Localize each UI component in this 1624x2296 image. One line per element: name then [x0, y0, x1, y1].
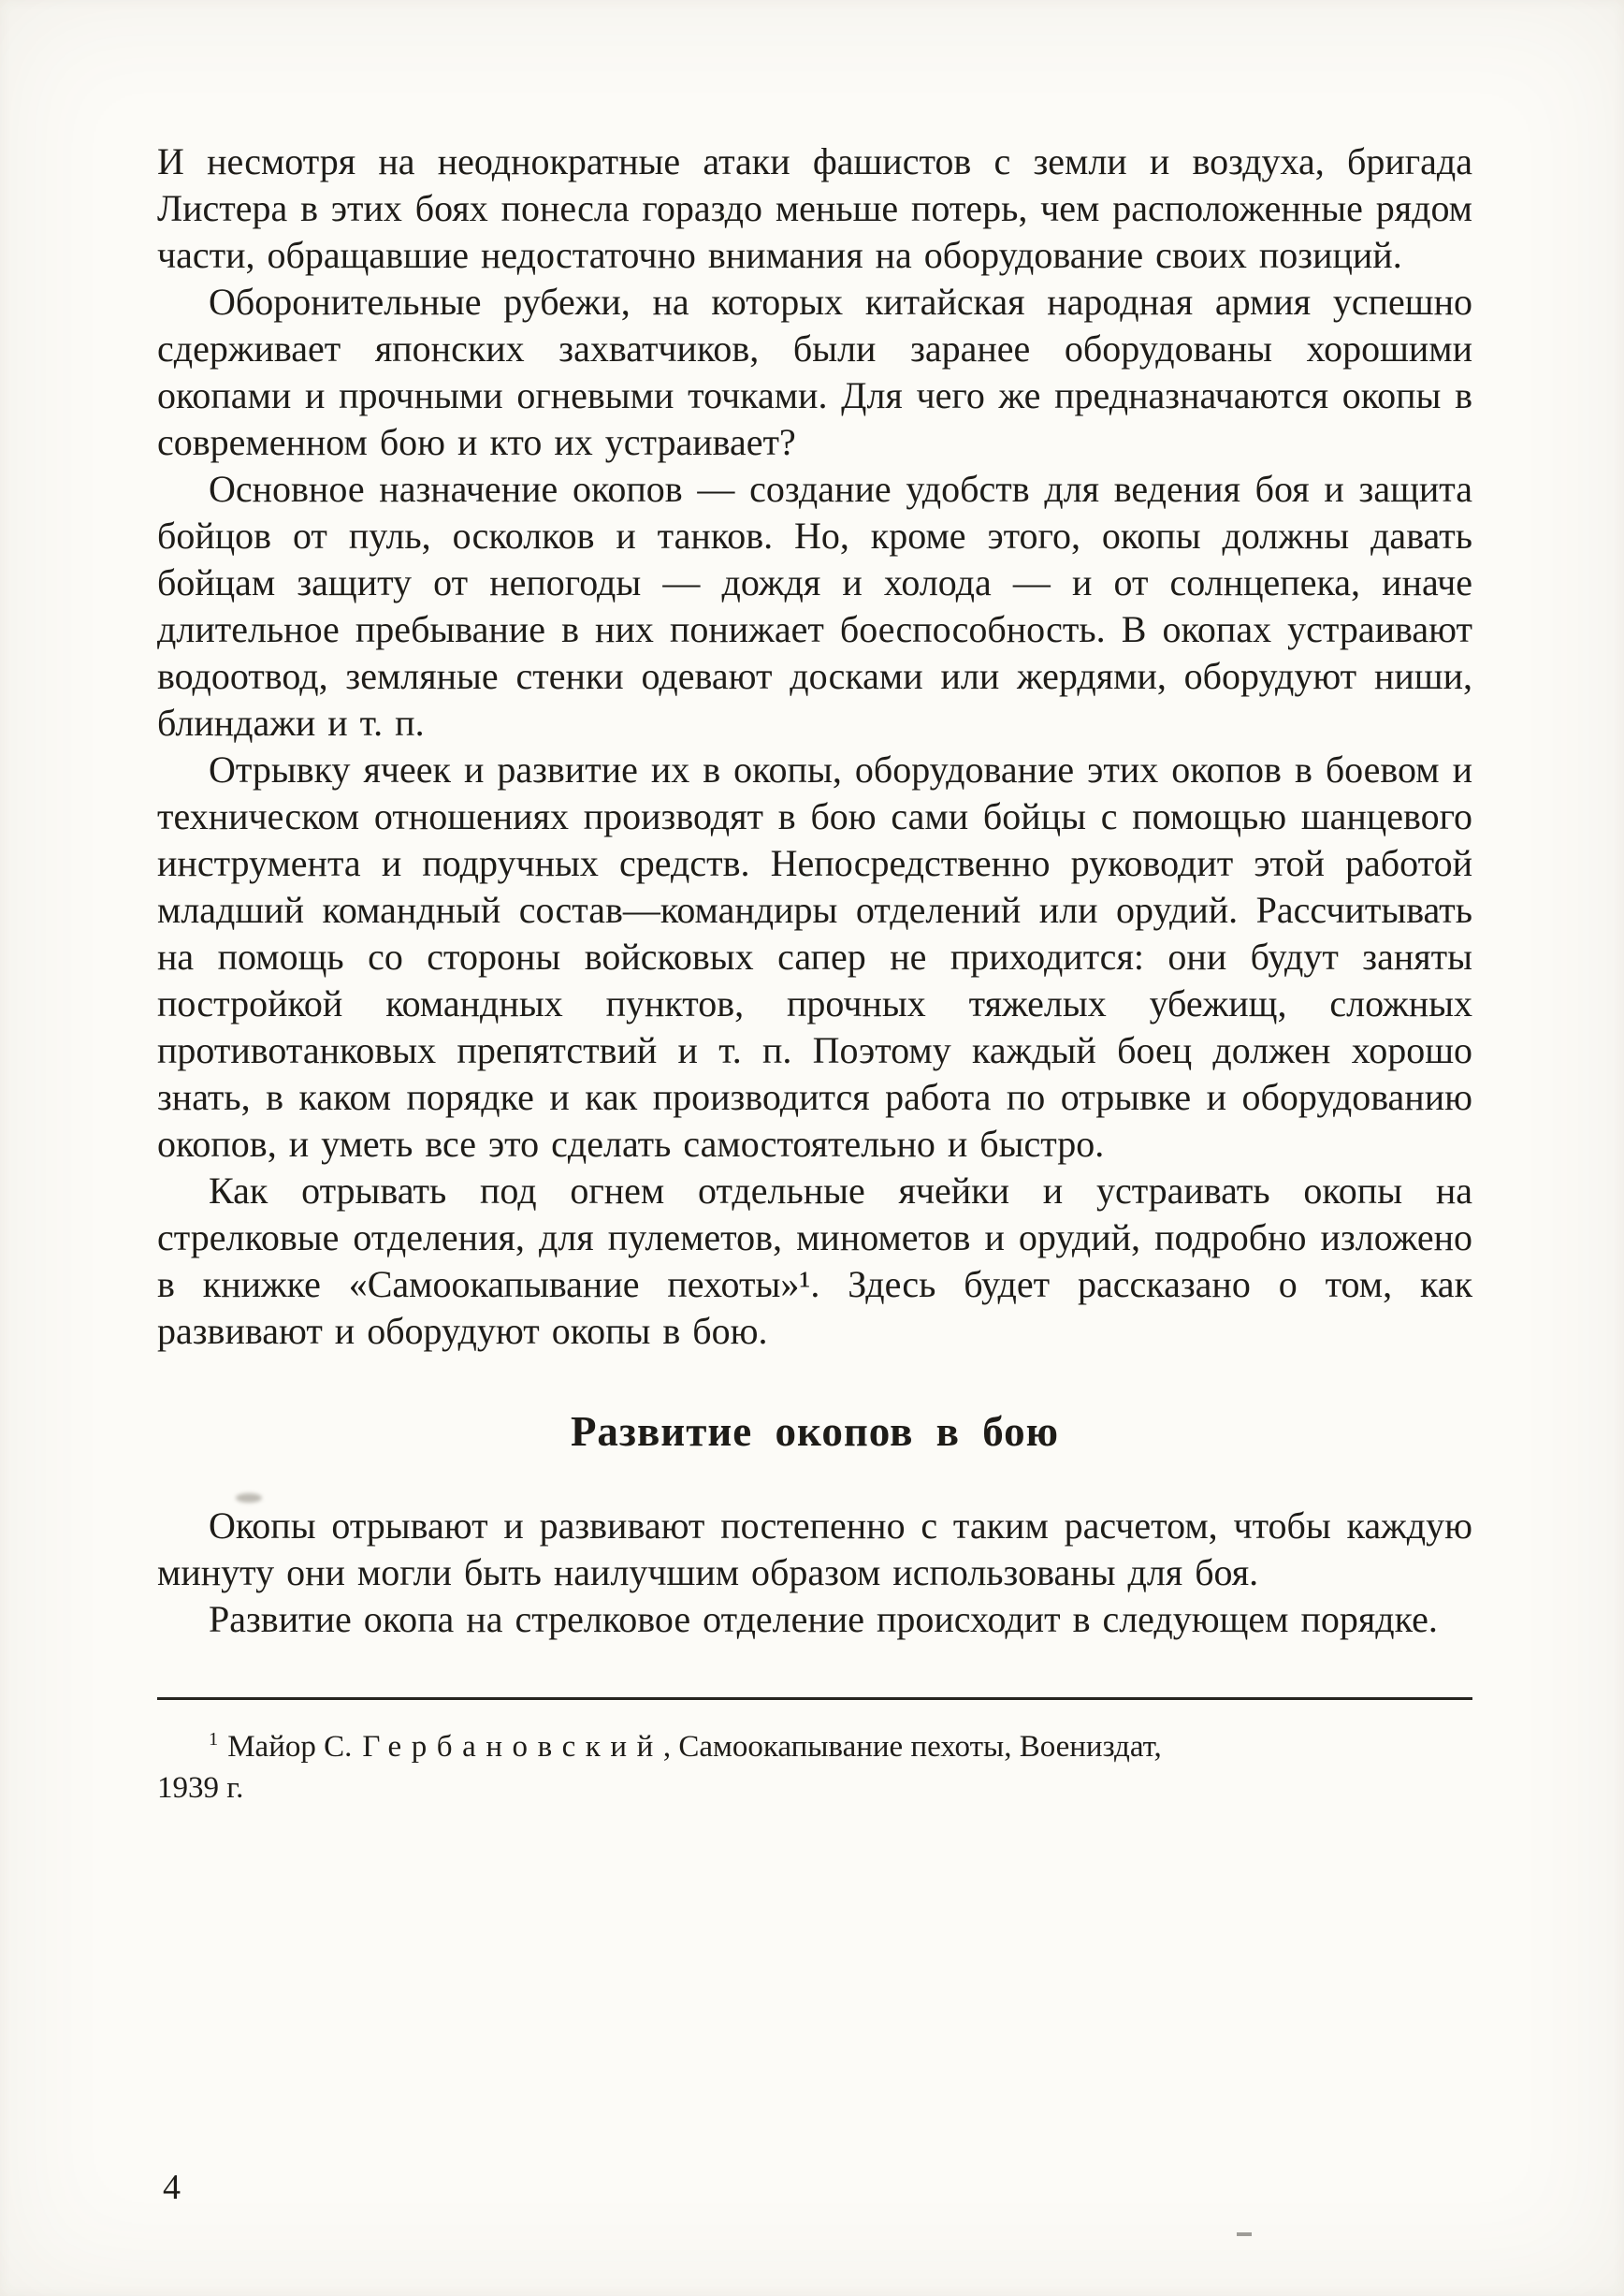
footnote-author: Гербановский — [362, 1730, 663, 1764]
paragraph: Развитие окопа на стрелковое отделение происходит в следующем порядке. — [209, 1598, 1438, 1640]
footnote-marker: 1 — [209, 1729, 219, 1750]
footnote-source: , Самоокапывание пехоты, Воениздат, — [662, 1730, 1162, 1764]
paragraph: Основное назначение окопов — создание удобств для ведения боя и защита бойцов от пуль, осколков и танков. Но, кроме этого, окопы должны давать бойцам защиту от непогоды — дождя и холода — и от солнцепека, иначе длительное пребывание в них понижает боеспособность. В окопах устраивают водоотвод, земляные стенки одевают досками или жердями, оборудуют ниши, блиндажи и т. п. — [157, 468, 1472, 744]
scan-smudge — [236, 1493, 262, 1503]
paragraph: Отрывку ячеек и развитие их в окопы, оборудование этих окопов в боевом и техническом отношениях производят в бою сами бойцы с помощью шанцевого инструмента и подручных средств. Непосредственно руководит этой работой младший командный состав—командиры отделений или орудий. Рассчитывать на помощь со стороны войсковых сапер не приходится: они будут заняты постройкой командных пунктов, прочных тяжелых убежищ, сложных противотанковых препятствий и т. п. Поэтому каждый боец должен хорошо знать, в каком порядке и как производится работа по отрывке и оборудованию окопов, и уметь все это сделать самостоятельно и быстро. — [157, 748, 1472, 1165]
section-heading: Развитие окопов в бою — [570, 1408, 1060, 1455]
paragraph: Оборонительные рубежи, на которых китайская народная армия успешно сдерживает японских захватчиков, были заранее оборудованы хорошими окопами и прочными огневыми точками. Для чего же предназначаются окопы в современном бою и кто их устраивает? — [157, 281, 1472, 463]
footnote — [157, 1697, 1472, 1809]
footnote-text — [157, 1719, 1472, 1809]
page-number: 4 — [163, 2168, 181, 2207]
footnote-author-prefix: Майор С. — [227, 1730, 353, 1764]
paragraph: Окопы отрывают и развивают постепенно с таким расчетом, чтобы каждую минуту они могли быть наилучшим образом использованы для боя. — [157, 1504, 1472, 1593]
paragraph: Как отрывать под огнем отдельные ячейки и устраивать окопы на стрелковые отделения, для пулеметов, минометов и орудий, подробно изложено в книжке «Самоокапывание пехоты»¹. Здесь будет рассказано о том, как развивают и оборудуют окопы в бою. — [157, 1170, 1472, 1352]
paragraph: И несмотря на неоднократные атаки фашистов с земли и воздуха, бригада Листера в этих боях понесла гораздо меньше потерь, чем расположенные рядом части, обращавшие недостаточно внимания на оборудование своих позиций. — [157, 140, 1472, 276]
footnote-year: 1939 г. — [157, 1771, 244, 1805]
footnote-divider — [157, 1697, 1472, 1700]
page-text — [157, 138, 1472, 1809]
scan-mark — [1237, 2232, 1252, 2236]
